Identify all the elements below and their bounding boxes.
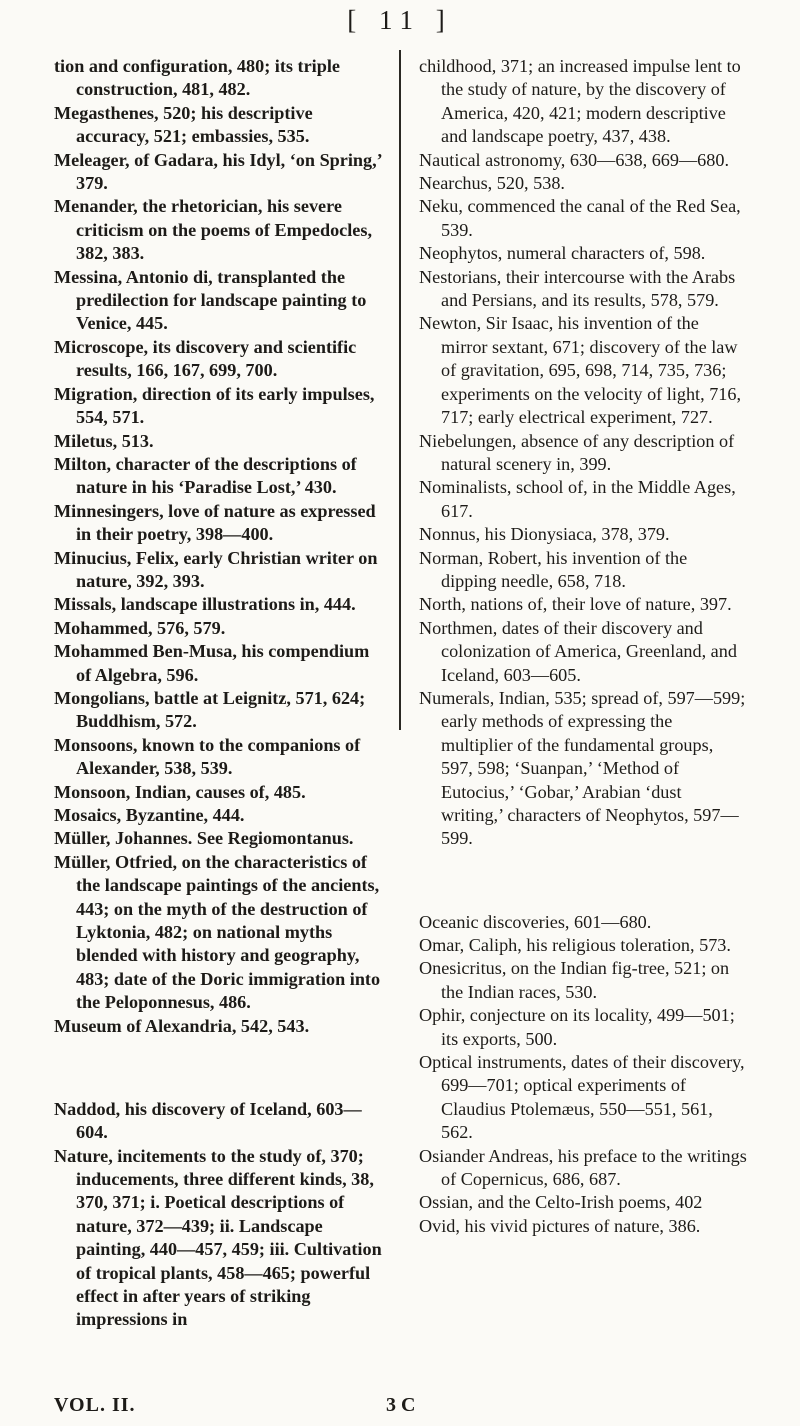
index-entry: Nominalists, school of, in the Middle Ages, 617.: [419, 477, 736, 521]
index-entry: Müller, Johannes. See Regiomontanus.: [54, 828, 354, 849]
index-entry: Nonnus, his Dionysiaca, 378, 379.: [419, 524, 670, 545]
index-entry: Monsoons, known to the companions of Alexander, 538, 539.: [54, 734, 361, 779]
index-entry: Minucius, Felix, early Christian writer on nature, 392, 393.: [54, 547, 378, 591]
page-number: [ 11 ]: [347, 5, 453, 35]
index-entry: Mongolians, battle at Leignitz, 571, 624; Buddhism, 572.: [54, 687, 366, 732]
volume-label: VOL. II.: [54, 1394, 136, 1416]
index-entry: Minnesingers, love of nature as expressed in their poetry, 398—400.: [54, 500, 376, 545]
index-entry: Northmen, dates of their discovery and colonization of America, Greenland, and Iceland, 603—605.: [419, 617, 737, 685]
index-entry: Megasthenes, 520; his descriptive accuracy, 521; embassies, 535.: [54, 102, 313, 147]
index-entry: North, nations of, their love of nature, 397.: [419, 594, 732, 615]
index-entry: tion and configuration, 480; its triple construction, 481, 482.: [54, 56, 340, 100]
index-entry: Nestorians, their intercourse with the Arabs and Persians, and its results, 578, 579.: [419, 266, 736, 311]
index-entry: Nautical astronomy, 630—638, 669—680.: [419, 149, 729, 170]
section-gap: [419, 869, 747, 892]
index-entry: Norman, Robert, his invention of the dipping needle, 658, 718.: [419, 547, 688, 591]
index-entry: Messina, Antonio di, transplanted the predilection for landscape painting to Venice, 445.: [54, 266, 367, 334]
index-entry: Neku, commenced the canal of the Red Sea, 539.: [419, 196, 741, 240]
index-entry: Numerals, Indian, 535; spread of, 597—599; early methods of expressing the multiplier of the fundamental groups, 597, 598; ‘Suanpan,’ ‘Method of Eutocius,’ ‘Gobar,’ Arabian ‘dust writing,’ characters of Neophytos, 597—599.: [419, 687, 746, 849]
index-entry: Microscope, its discovery and scientific results, 166, 167, 699, 700.: [54, 336, 357, 381]
index-entry: Newton, Sir Isaac, his invention of the mirror sextant, 671; discovery of the law of gravitation, 695, 698, 714, 735, 736; experiments on the velocity of light, 716, 717; early electrical experiment, 727.: [419, 313, 742, 428]
index-entry: Ophir, conjecture on its locality, 499—501; its exports, 500.: [419, 1005, 735, 1049]
index-entry: Oceanic discoveries, 601—680.: [419, 911, 652, 932]
right-column: [397, 55, 747, 1238]
index-entry: Müller, Otfried, on the characteristics of the landscape paintings of the ancients, 443; on the myth of the destruction of Lyktonia, 482; on national myths blended with history and geography, 483; date of the Doric immigration into the Peloponnesus, 486.: [54, 851, 381, 1013]
section-gap: [54, 1056, 384, 1079]
index-entry: Omar, Caliph, his religious toleration, 573.: [419, 934, 731, 955]
index-entry: Museum of Alexandria, 542, 543.: [54, 1015, 310, 1036]
signature-mark: 3 C: [386, 1394, 416, 1416]
index-entry: Nature, incitements to the study of, 370; inducements, three different kinds, 38, 370, 371; i. Poetical descriptions of nature, 372—439; ii. Landscape painting, 440—457, 459; iii. Cultivation of tropical plants, 458—465; powerful effect in after years of striking impressions in: [54, 1145, 382, 1330]
index-entry: Mohammed, 576, 579.: [54, 617, 226, 638]
index-entry: Ovid, his vivid pictures of nature, 386.: [419, 1215, 701, 1236]
index-entry: Ossian, and the Celto-Irish poems, 402: [419, 1192, 703, 1213]
index-entry: Nearchus, 520, 538.: [419, 173, 565, 194]
index-entry: Menander, the rhetorician, his severe criticism on the poems of Empedocles, 382, 383.: [54, 196, 373, 264]
page-footer: [54, 1391, 714, 1421]
index-entry: Naddod, his discovery of Iceland, 603—604.: [54, 1098, 362, 1143]
index-entry: Monsoon, Indian, causes of, 485.: [54, 781, 306, 802]
index-entry: childhood, 371; an increased impulse lent to the study of nature, by the discovery of America, 420, 421; modern descriptive and landscape poetry, 437, 438.: [419, 56, 741, 147]
index-entry: Niebelungen, absence of any description of natural scenery in, 399.: [419, 430, 735, 474]
index-entry: Milton, character of the descriptions of nature in his ‘Paradise Lost,’ 430.: [54, 453, 357, 498]
index-entry: Migration, direction of its early impulses, 554, 571.: [54, 383, 375, 428]
index-entry: Mosaics, Byzantine, 444.: [54, 805, 245, 825]
index-entry: Optical instruments, dates of their discovery, 699—701; optical experiments of Claudius Ptolemæus, 550—551, 561, 562.: [419, 1052, 745, 1143]
index-entry: Neophytos, numeral characters of, 598.: [419, 243, 706, 264]
index-entry: Osiander Andreas, his preface to the writings of Copernicus, 686, 687.: [419, 1145, 747, 1190]
index-entry: Miletus, 513.: [54, 430, 154, 451]
index-entry: Meleager, of Gadara, his Idyl, ‘on Spring,’ 379.: [54, 149, 382, 194]
index-entry: Missals, landscape illustrations in, 444.: [54, 594, 356, 615]
index-entry: Mohammed Ben-Musa, his compendium of Algebra, 596.: [54, 641, 370, 685]
left-column: [54, 55, 384, 1332]
index-entry: Onesicritus, on the Indian fig-tree, 521; on the Indian races, 530.: [419, 958, 730, 1002]
